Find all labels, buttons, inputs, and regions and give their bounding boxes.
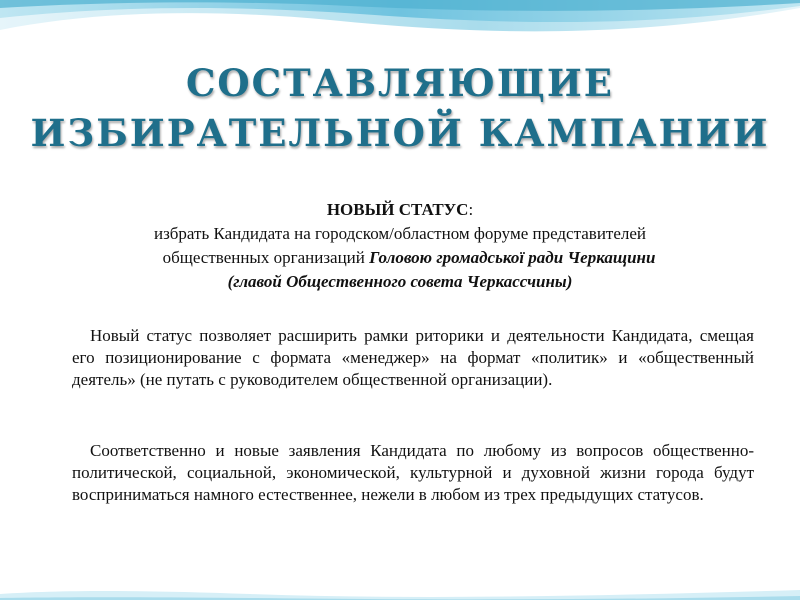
paragraph-new-status-rhetoric: Новый статус позволяет расширить рамки риторики и деятельности Кандидата, смещая его позиционирование с формата «менеджер» на формат «политик» и «общественный деятель» (не путать с руководителем общественной организации).	[72, 326, 754, 389]
new-status-line-1: избрать Кандидата на городском/областном форуме представителей	[153, 224, 647, 243]
new-status-line-2-plain: общественных организаций	[162, 248, 370, 267]
new-status-line-2-emphasis: Головою громадської ради Черкащини	[369, 248, 656, 267]
title-line-2: ИЗБИРАТЕЛЬНОЙ КАМПАНИИ	[30, 111, 770, 155]
paragraph-new-statements: Соответственно и новые заявления Кандидата по любому из вопросов общественно-политической, социальной, экономической, культурной и духовной жизни города будут восприниматься намного естественнее, нежели в любом из трех предыдущих статусов.	[72, 441, 754, 504]
new-status-heading: НОВЫЙ СТАТУС	[326, 200, 469, 219]
new-status-line-3: (главой Общественного совета Черкассчины)	[227, 272, 573, 291]
title-line-1: СОСТАВЛЯЮЩИЕ	[185, 61, 615, 105]
slide-title	[0, 58, 800, 158]
new-status-colon: :	[468, 200, 474, 219]
bottom-wave-decoration	[0, 560, 800, 600]
new-status-line-2	[70, 246, 730, 270]
new-status-block	[70, 198, 730, 294]
